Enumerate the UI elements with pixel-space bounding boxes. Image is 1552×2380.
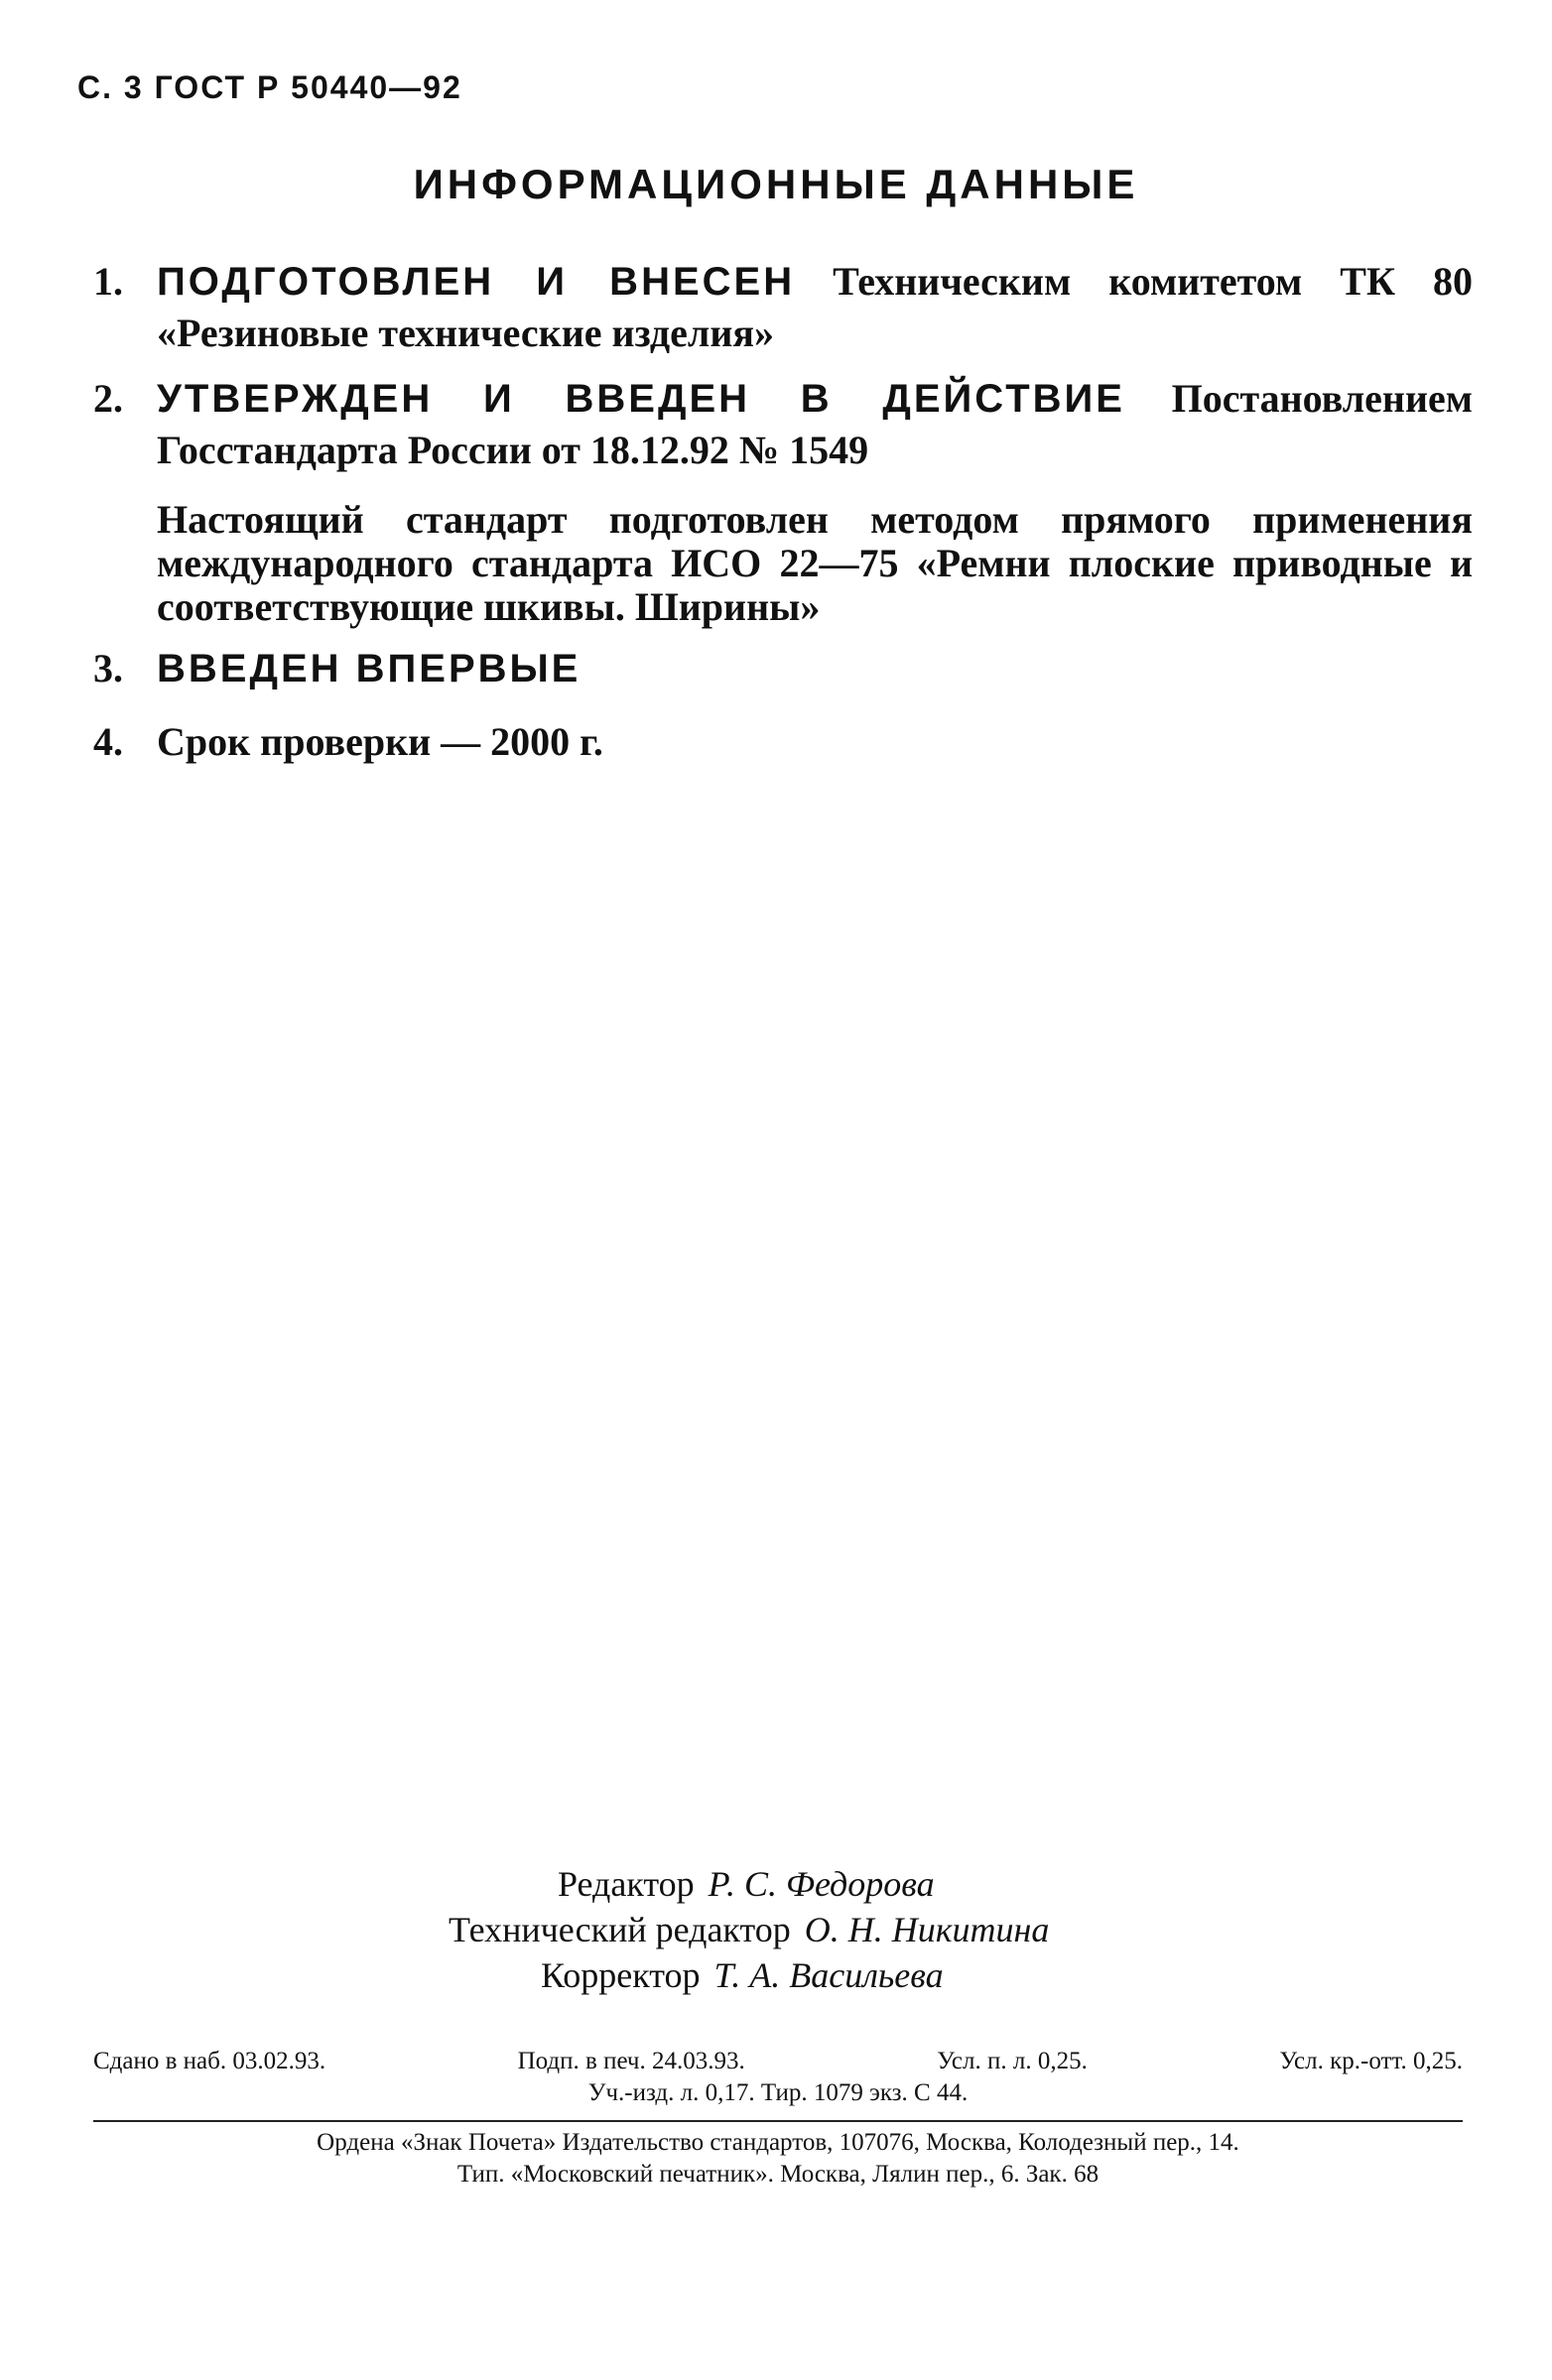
credit-person: О. Н. Никитина <box>804 1910 1050 1949</box>
page-header: С. 3 ГОСТ Р 50440—92 <box>77 69 462 105</box>
item-number: 4. <box>93 719 123 764</box>
item-number: 2. <box>93 376 123 421</box>
item-text: Техническим комитетом ТК 80 «Резиновые технические изделия» <box>157 259 1473 355</box>
divider <box>93 2120 1463 2122</box>
imprint-submitted: Сдано в наб. 03.02.93. <box>93 2048 326 2074</box>
item-heading: УТВЕРЖДЕН И ВВЕДЕН В ДЕЙСТВИЕ <box>157 377 1125 421</box>
credit-proofreader <box>0 1952 1552 1998</box>
item-number: 1. <box>93 259 123 304</box>
imprint-print-sheets: Усл. п. л. 0,25. <box>937 2048 1088 2074</box>
info-item <box>93 643 1473 694</box>
item-heading: ПОДГОТОВЛЕН И ВНЕСЕН <box>157 260 796 304</box>
credit-role: Редактор <box>558 1864 695 1904</box>
item-text: Срок проверки — 2000 г. <box>157 719 603 764</box>
standard-note: Настоящий стандарт подготовлен методом прямого применения международного стандарта ИСО 22—75 «Ремни плоские приводные и соответствующие шкивы. Ширины» <box>157 497 1473 629</box>
info-item <box>93 256 1473 359</box>
credit-role: Технический редактор <box>449 1910 791 1949</box>
credit-person: Т. А. Васильева <box>713 1955 944 1995</box>
imprint <box>93 2046 1463 2109</box>
publisher-line1: Ордена «Знак Почета» Издательство стандартов, 107076, Москва, Колодезный пер., 14. <box>317 2129 1239 2156</box>
info-item <box>93 716 1473 768</box>
imprint-color-prints: Усл. кр.-отт. 0,25. <box>1279 2048 1463 2074</box>
credit-editor <box>0 1861 1552 1907</box>
credits <box>0 1861 1552 1998</box>
info-item <box>93 373 1473 476</box>
credit-role: Корректор <box>541 1955 701 1995</box>
item-text: Постановлением Госстандарта России от 18.12.92 № 1549 <box>157 376 1474 472</box>
imprint-signed: Подп. в печ. 24.03.93. <box>517 2048 745 2074</box>
info-items <box>93 256 1473 768</box>
publisher-line2: Тип. «Московский печатник». Москва, Лялин пер., 6. Зак. 68 <box>456 2161 1099 2188</box>
publisher-info <box>93 2127 1463 2191</box>
credit-person: Р. С. Федорова <box>708 1864 935 1904</box>
section-title: ИНФОРМАЦИОННЫЕ ДАННЫЕ <box>413 161 1139 207</box>
item-heading: ВВЕДЕН ВПЕРВЫЕ <box>157 647 582 690</box>
credit-tech-editor <box>0 1907 1552 1952</box>
imprint-line2: Уч.-изд. л. 0,17. Тир. 1079 экз. С 44. <box>587 2079 969 2106</box>
imprint-row <box>93 2046 1463 2077</box>
item-number: 3. <box>93 646 123 690</box>
